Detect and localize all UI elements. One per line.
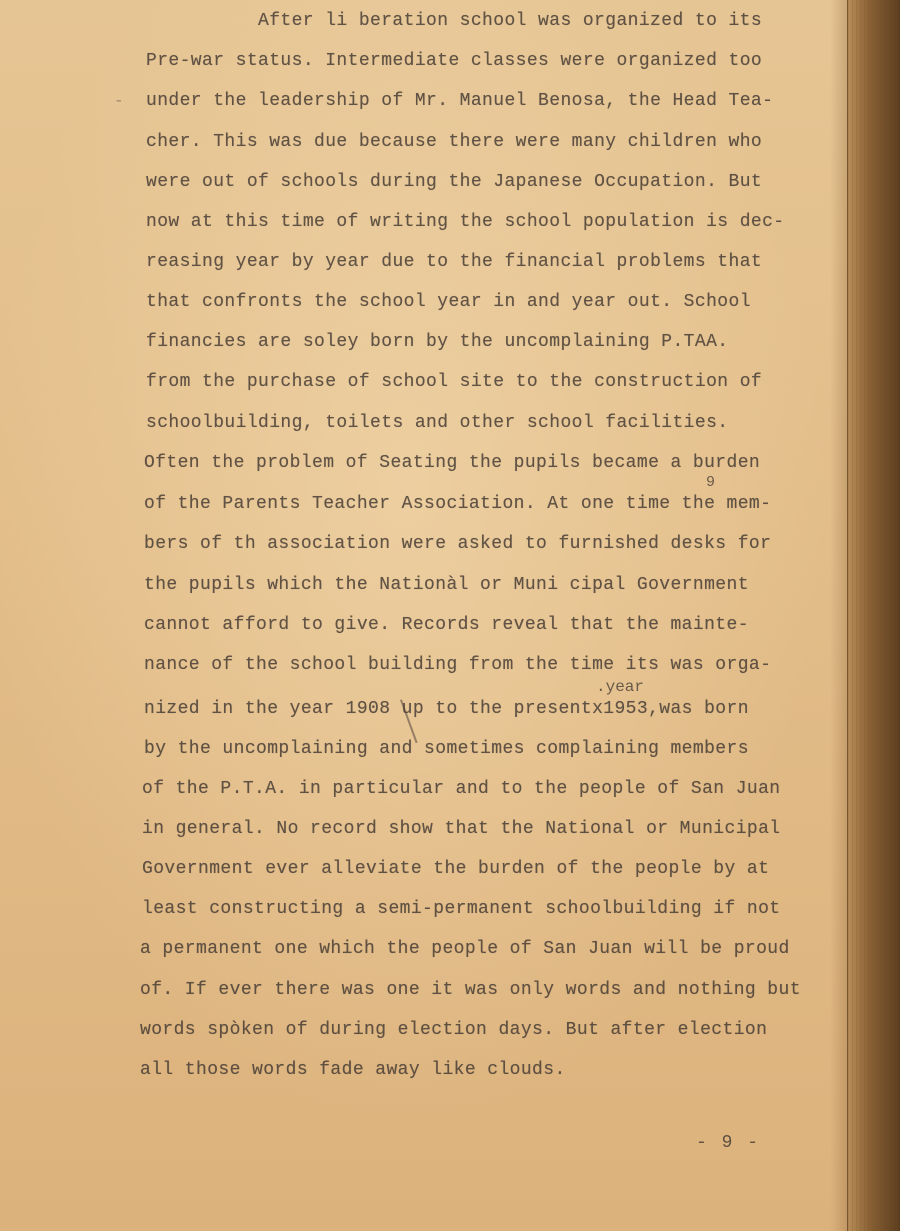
text-line-14: bers of th association were asked to furnished desks for (144, 534, 772, 554)
text-line-2: Pre-war status. Intermediate classes were organized too (146, 51, 763, 71)
inserted-word-year: .year (596, 678, 645, 696)
text-line-21: in general. No record show that the National or Municipal (142, 819, 781, 839)
text-line-17: nance of the school building from the time its was orga- (144, 655, 772, 675)
text-line-22: Government ever alleviate the burden of the people by at (142, 859, 770, 879)
handwritten-insert-mark: 9 (706, 474, 716, 491)
page-number: - 9 - (696, 1133, 761, 1153)
text-line-18: nized in the year 1908 up to the presentx1953,was born (144, 699, 749, 719)
text-line-19: by the uncomplaining and sometimes complaining members (144, 739, 749, 759)
text-line-8: that confronts the school year in and year out. School (146, 292, 751, 312)
text-line-1: After li beration school was organized to its (258, 11, 763, 31)
text-line-6: now at this time of writing the school population is dec- (146, 212, 785, 232)
text-line-5: were out of schools during the Japanese Occupation. But (146, 172, 763, 192)
margin-dash-mark: - (114, 92, 124, 110)
text-line-10: from the purchase of school site to the construction of (146, 372, 763, 392)
text-line-27: all those words fade away like clouds. (140, 1060, 566, 1080)
text-line-3: under the leadership of Mr. Manuel Benosa, the Head Tea- (146, 91, 774, 111)
text-line-11: schoolbuilding, toilets and other school facilities. (146, 413, 729, 433)
text-line-23: least constructing a semi-permanent schoolbuilding if not (142, 899, 781, 919)
text-line-15: the pupils which the Nationàl or Muni cipal Government (144, 575, 749, 595)
text-line-13: of the Parents Teacher Association. At one time the mem- (144, 494, 772, 514)
text-line-24: a permanent one which the people of San Juan will be proud (140, 939, 790, 959)
text-line-16: cannot afford to give. Records reveal that the mainte- (144, 615, 749, 635)
text-line-25: of. If ever there was one it was only words and nothing but (140, 980, 801, 1000)
text-line-12: Often the problem of Seating the pupils became a burden (144, 453, 761, 473)
text-line-20: of the P.T.A. in particular and to the people of San Juan (142, 779, 781, 799)
text-line-26: words spòken of during election days. But after election (140, 1020, 768, 1040)
text-line-7: reasing year by year due to the financial problems that (146, 252, 763, 272)
text-line-9: financies are soley born by the uncomplaining P.TAA. (146, 332, 729, 352)
text-line-4: cher. This was due because there were many children who (146, 132, 763, 152)
